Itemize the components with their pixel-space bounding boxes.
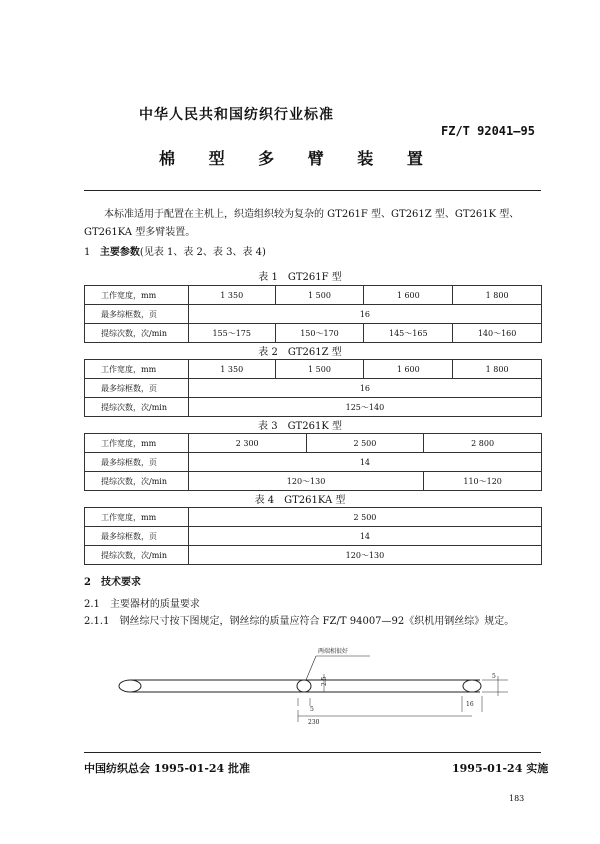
table-cell: 2 800 xyxy=(424,434,542,453)
implementation-date: 1995-01-24 实施 xyxy=(452,762,549,775)
row-label-frames: 最多综框数，页 xyxy=(85,305,189,324)
table-row xyxy=(85,286,542,305)
table-cell: 14 xyxy=(188,453,541,472)
table-cell: 150～170 xyxy=(275,324,364,343)
table-cell: 2 300 xyxy=(188,434,306,453)
table-cell: 1 800 xyxy=(453,286,542,305)
table-cell: 110～120 xyxy=(424,472,542,491)
table-cell: 1 500 xyxy=(275,286,364,305)
left-end-loop xyxy=(119,680,141,692)
mail-eye xyxy=(297,680,311,692)
table-cell: 1 600 xyxy=(364,286,453,305)
dim-label: 5 xyxy=(310,706,314,713)
table-cell: 14 xyxy=(188,527,541,546)
table-cell: 1 350 xyxy=(188,360,275,379)
table-1 xyxy=(84,285,542,343)
intro-paragraph: 本标准适用于配置在主机上，织造组织较为复杂的 GT261F 型、GT261Z 型、GT261K 型、GT261KA 型多臂装置。 xyxy=(84,209,520,238)
heald-wire-diagram xyxy=(110,640,530,732)
table-4-caption: 表 4 GT261KA 型 xyxy=(254,495,346,506)
table-cell: 1 350 xyxy=(188,286,275,305)
table-row xyxy=(85,305,542,324)
table-3 xyxy=(84,433,542,491)
standard-code: FZ/T 92041—95 xyxy=(441,124,535,138)
annotation-label: 两端相很好 xyxy=(318,648,349,655)
table-cell: 120～130 xyxy=(188,546,541,565)
row-label-width: 工作宽度，mm xyxy=(85,286,189,305)
row-label-width: 工作宽度，mm xyxy=(85,508,189,527)
table-1-caption: 表 1 GT261F 型 xyxy=(258,272,342,283)
table-cell: 1 600 xyxy=(364,360,453,379)
page-number: 183 xyxy=(509,794,525,803)
table-row xyxy=(85,527,542,546)
table-row xyxy=(85,398,542,417)
section-2-heading: 2 技术要求 xyxy=(84,577,141,588)
table-cell: 145～165 xyxy=(364,324,453,343)
table-row xyxy=(85,379,542,398)
table-row xyxy=(85,453,542,472)
approval-line: 中国纺织总会 1995-01-24 批准 xyxy=(84,762,251,775)
table-cell: 1 800 xyxy=(453,360,542,379)
row-label-picks: 提综次数，次/min xyxy=(85,472,189,491)
section-1-ref: (见表 1、表 2、表 3、表 4) xyxy=(139,247,266,258)
table-cell: 2 500 xyxy=(188,508,541,527)
table-2 xyxy=(84,359,542,417)
footer-rule xyxy=(84,752,541,753)
row-label-picks: 提综次数，次/min xyxy=(85,398,189,417)
dim-label: 5 xyxy=(492,673,496,680)
row-label-frames: 最多综框数，页 xyxy=(85,453,189,472)
standard-org-title: 中华人民共和国纺织行业标准 xyxy=(139,107,334,123)
row-label-picks: 提综次数，次/min xyxy=(85,546,189,565)
table-cell: 140～160 xyxy=(453,324,542,343)
table-cell: 120～130 xyxy=(188,472,423,491)
row-label-frames: 最多综框数，页 xyxy=(85,527,189,546)
table-row xyxy=(85,324,542,343)
table-row xyxy=(85,546,542,565)
dim-label: 16 xyxy=(466,701,474,708)
table-row xyxy=(85,360,542,379)
table-cell: 2 500 xyxy=(306,434,424,453)
table-row xyxy=(85,508,542,527)
section-1-title: 主要参数 xyxy=(99,247,140,258)
table-row xyxy=(85,472,542,491)
table-2-caption: 表 2 GT261Z 型 xyxy=(258,347,342,358)
header-rule xyxy=(84,190,541,191)
section-2-1-1-text: 2.1.1 钢丝综尺寸按下图规定，钢丝综的质量应符合 FZ/T 94007—92《织机用钢丝综》规定。 xyxy=(84,616,515,627)
row-label-width: 工作宽度，mm xyxy=(85,434,189,453)
table-cell: 1 500 xyxy=(275,360,364,379)
dim-label: 2.5 xyxy=(321,676,328,686)
table-cell: 16 xyxy=(188,305,541,324)
table-4 xyxy=(84,507,542,565)
row-label-picks: 提综次数，次/min xyxy=(85,324,189,343)
annotation-leader xyxy=(306,656,316,680)
section-1-number: 1 xyxy=(84,247,91,258)
document-title: 棉 型 多 臂 装 置 xyxy=(159,149,437,168)
section-1-heading xyxy=(84,244,266,262)
right-end-loop xyxy=(463,680,481,692)
table-cell: 16 xyxy=(188,379,541,398)
table-row xyxy=(85,434,542,453)
row-label-frames: 最多综框数，页 xyxy=(85,379,189,398)
table-3-caption: 表 3 GT261K 型 xyxy=(258,421,342,432)
dim-label: 230 xyxy=(308,719,320,726)
table-cell: 155～175 xyxy=(188,324,275,343)
table-cell: 125～140 xyxy=(188,398,541,417)
row-label-width: 工作宽度，mm xyxy=(85,360,189,379)
section-2-1-heading: 2.1 主要器材的质量要求 xyxy=(84,599,200,610)
